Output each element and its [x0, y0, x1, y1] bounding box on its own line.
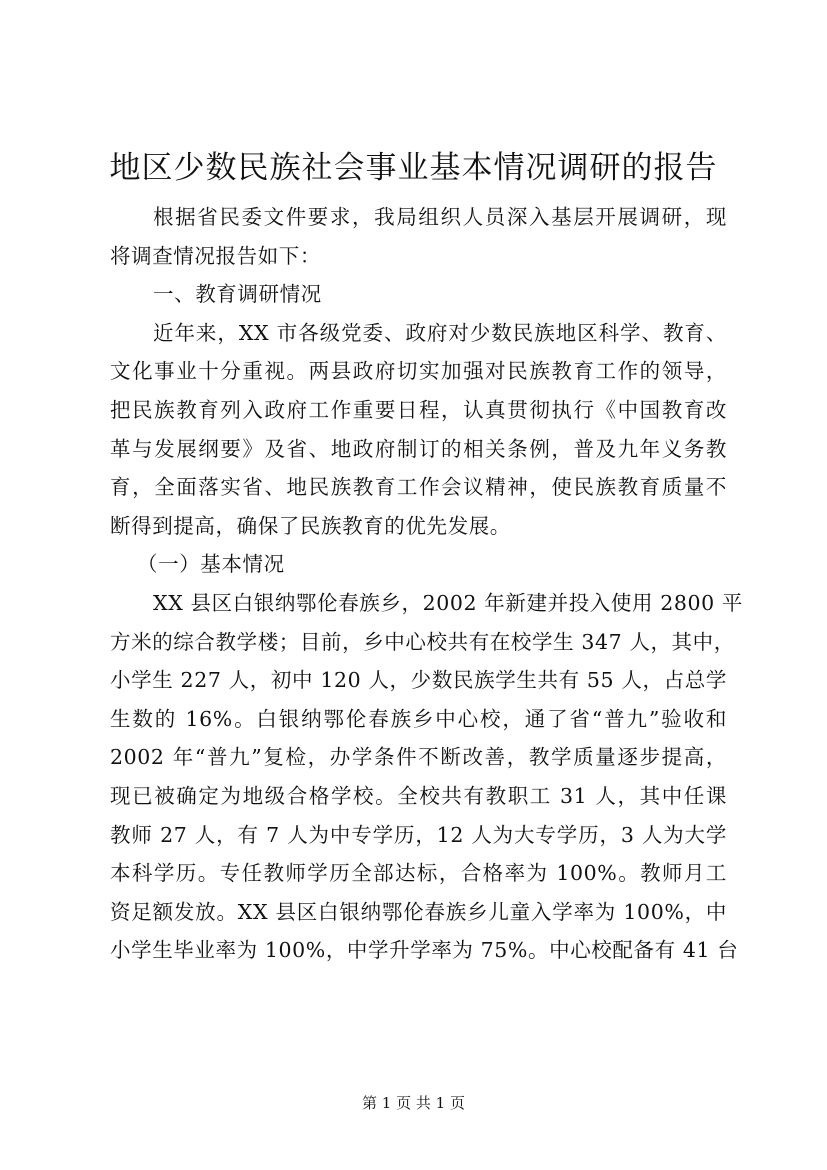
document-title: 地区少数民族社会事业基本情况调研的报告 [109, 150, 718, 186]
paragraph-line: 断得到提高，确保了民族教育的优先发展。 [110, 513, 511, 538]
subsection-heading: （一）基本情况 [137, 552, 285, 577]
paragraph-line: 文化事业十分重视。两县政府切实加强对民族教育工作的领导， [110, 359, 727, 384]
paragraph-line: 教师 27 人，有 7 人为中专学历，12 人为大专学历，3 人为大学 [110, 822, 727, 847]
paragraph-line: 小学生毕业率为 100%，中学升学率为 75%。中心校配备有 41 台 [110, 938, 739, 963]
paragraph-line: 小学生 227 人，初中 120 人，少数民族学生共有 55 人，占总学 [110, 668, 727, 693]
paragraph-line: 生数的 16%。白银纳鄂伦春族乡中心校，通了省“普九”验收和 [110, 706, 727, 731]
paragraph-line: 育，全面落实省、地民族教育工作会议精神，使民族教育质量不 [110, 475, 727, 500]
paragraph-line: 把民族教育列入政府工作重要日程，认真贯彻执行《中国教育改 [110, 397, 727, 422]
paragraph-line: 将调查情况报告如下： [110, 243, 321, 268]
paragraph-line: 方米的综合教学楼；目前，乡中心校共有在校学生 347 人，其中， [110, 629, 735, 654]
section-heading: 一、教育调研情况 [153, 282, 322, 307]
paragraph-line: XX 县区白银纳鄂伦春族乡，2002 年新建并投入使用 2800 平 [153, 590, 743, 615]
paragraph-line: 资足额发放。XX 县区白银纳鄂伦春族乡儿童入学率为 100%，中 [110, 899, 727, 924]
paragraph-line: 本科学历。专任教师学历全部达标，合格率为 100%。教师月工 [110, 861, 727, 886]
document-body [110, 198, 743, 970]
page-footer: 第 1 页 共 1 页 [362, 1094, 465, 1112]
paragraph-line: 根据省民委文件要求，我局组织人员深入基层开展调研，现 [153, 205, 727, 229]
paragraph-line: 现已被确定为地级合格学校。全校共有教职工 31 人，其中任课 [110, 783, 727, 808]
paragraph-line: 革与发展纲要》及省、地政府制订的相关条例，普及九年义务教 [110, 436, 727, 461]
paragraph-line: 2002 年“普九”复检，办学条件不断改善，教学质量逐步提高， [110, 745, 727, 770]
paragraph-line: 近年来，XX 市各级党委、政府对少数民族地区科学、教育、 [153, 320, 727, 345]
